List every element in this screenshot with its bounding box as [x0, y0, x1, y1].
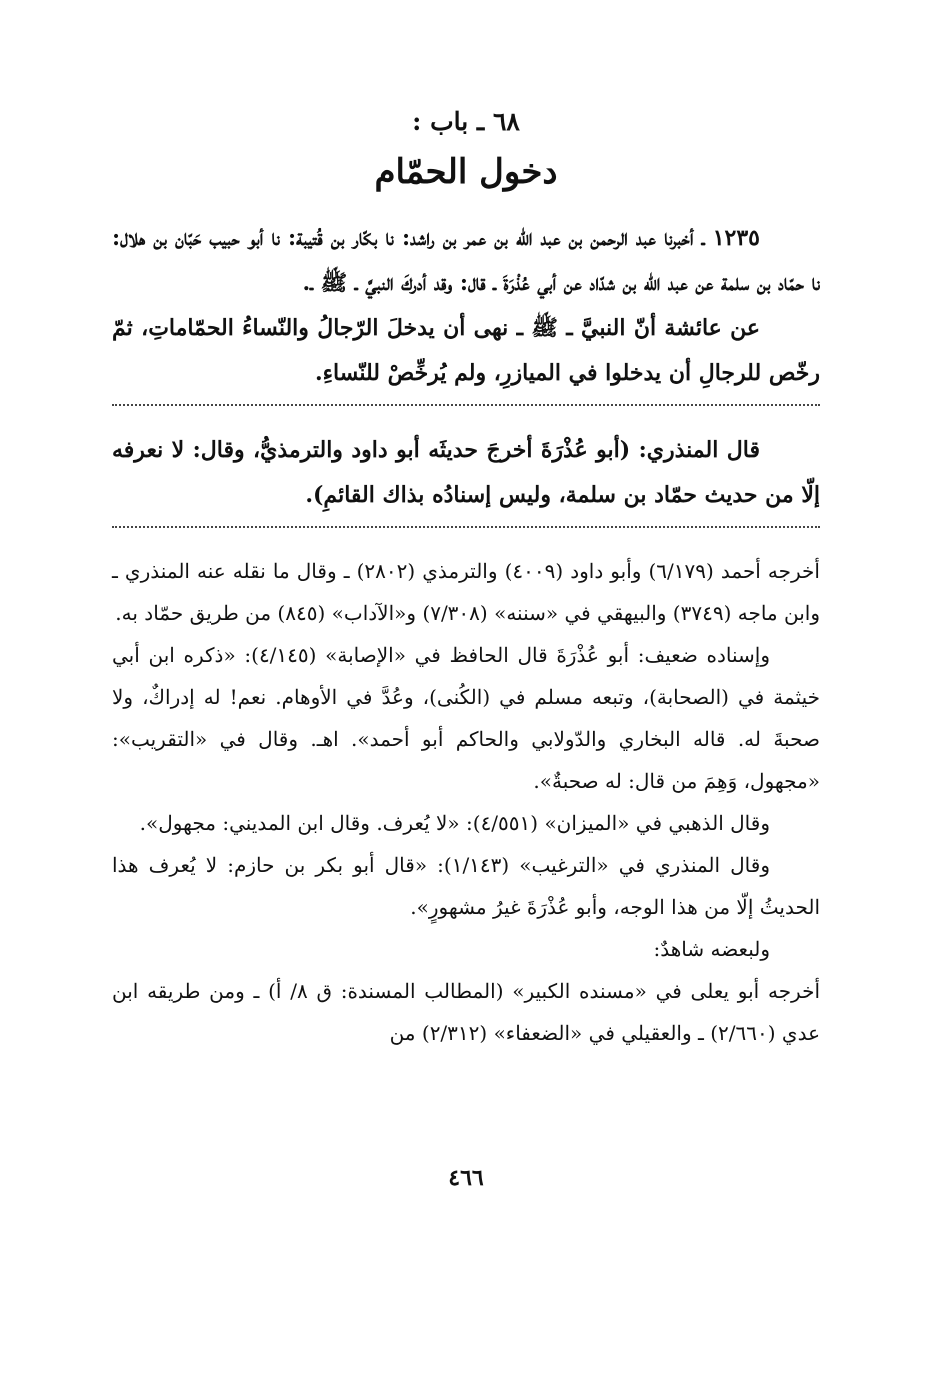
hadith-isnad: ١٢٣٥ ـ أخبرنا عبد الرحمن بن عبد الله بن عمر بن راشد: نا بكّار بن قُتيبة: نا أبو حبيب حَبّان بن هلال: نا حمّاد بن سلمة عن عبد الله بن شدّاد عن أبي عُذْرَةَ ـ قال: وقد أدركَ النبيَّ ـ ﷺ ـ. — [112, 225, 820, 296]
hadith-block — [112, 216, 820, 396]
commentary-paragraph: أخرجه أبو يعلى في «مسنده الكبير» (المطالب المسندة: ق ٨/ أ) ـ ومن طريقه ابن عدي (٢/٦٦٠) ـ والعقيلي في «الضعفاء» (٢/٣١٢) من — [112, 979, 821, 1045]
commentary-paragraph: وقال المنذري في «الترغيب» (١/١٤٣): «قال أبو بكر بن حازم: لا يُعرف هذا الحديثُ إلّا من هذا الوجه، وأبو عُذْرَةَ غيرُ مشهورٍ». — [112, 853, 820, 919]
commentary-paragraph: وإسناده ضعيف: أبو عُذْرَةَ قال الحافظ في «الإصابة» (٤/١٤٥): «ذكره ابن أبي خيثمة في (الصحابة)، وتبعه مسلم في (الكُنى)، وعُدَّ في الأوهام. نعم! له إدراكٌ، ولا صحبةَ له. قاله البخاري والدّولابي والحاكم أبو أحمد». اهـ. وقال في «التقريب»: «مجهول، وَهِمَ من قال: له صحبةٌ». — [112, 643, 820, 793]
chapter-title: دخول الحمّام — [374, 152, 558, 192]
dotted-separator-bottom — [112, 526, 820, 538]
commentary-block — [112, 550, 820, 1054]
mundhiri-block — [112, 428, 820, 518]
chapter-number: ٦٨ ـ باب : — [412, 107, 520, 136]
commentary-paragraph: وقال الذهبي في «الميزان» (٤/٥٥١): «لا يُعرف. وقال ابن المديني: مجهول». — [139, 811, 770, 835]
hadith-matn: عن عائشة أنّ النبيَّ ـ ﷺ ـ نهى أن يدخلَ الرّجالُ والنّساءُ الحمّاماتِ، ثمّ رخّص للرجالِ أن يدخلوا في الميازرِ، ولم يُرخِّصْ للنّساءِ. — [112, 315, 820, 386]
document-page — [112, 100, 820, 1300]
page-number: ٤٦٦ — [448, 1165, 484, 1191]
mundhiri-note: قال المنذري: (أبو عُذْرَةَ أخرجَ حديثَه أبو داود والترمذيُّ، وقال: لا نعرفه إلّا من حديث حمّاد بن سلمة، وليس إسنادُه بذاك القائمِ). — [112, 437, 820, 508]
dotted-separator-top — [112, 404, 820, 416]
commentary-paragraph: ولبعضه شاهدٌ: — [653, 937, 770, 961]
commentary-paragraph: أخرجه أحمد (٦/١٧٩) وأبو داود (٤٠٠٩) والترمذي (٢٨٠٢) ـ وقال ما نقله عنه المنذري ـ وابن ماجه (٣٧٤٩) والبيهقي في «سننه» (٧/٣٠٨) و«الآداب» (٨٤٥) من طريق حمّاد به. — [112, 559, 820, 625]
